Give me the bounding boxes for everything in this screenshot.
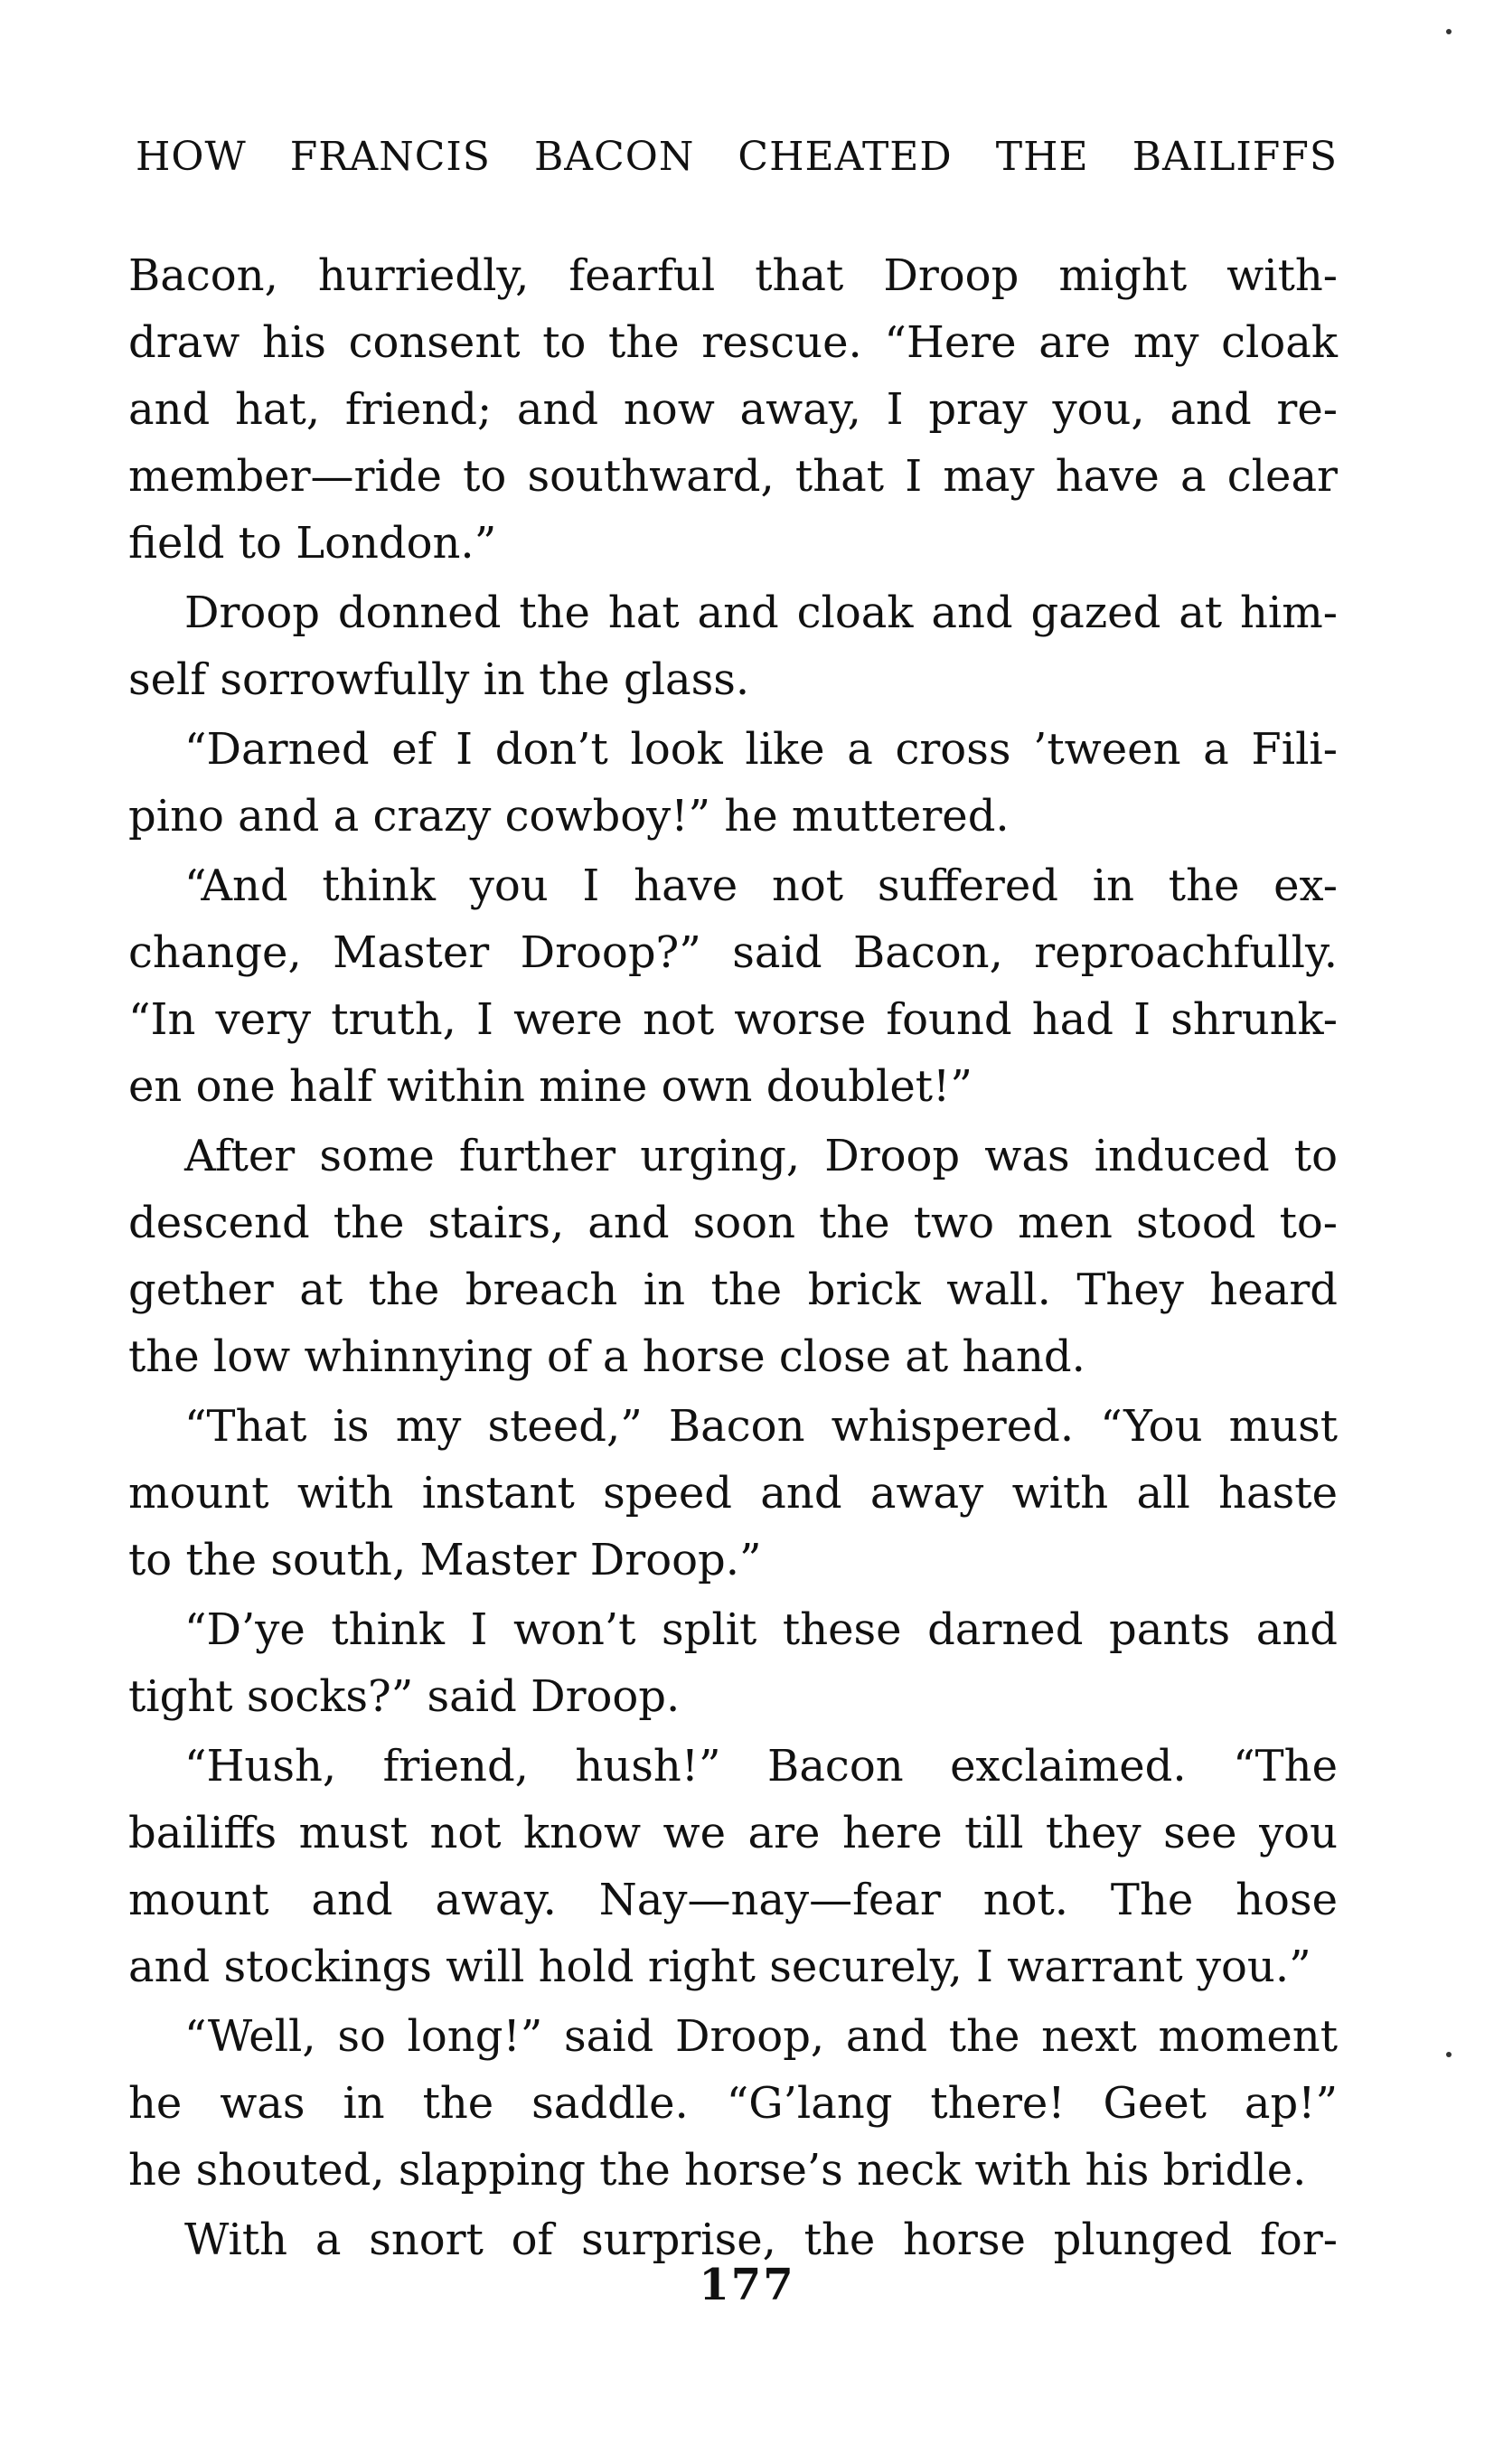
text-line: “That is my steed,” Bacon whispered. “You must [184,1401,1338,1452]
text-line: “And think you I have not suffered in the ex- [184,861,1338,911]
text-line: Bacon, hurriedly, fearful that Droop might with- [128,250,1338,301]
text-line: he was in the saddle. “G’lang there! Geet ap!” [128,2078,1338,2129]
body-text [128,242,1338,2276]
text-line: “D’ye think I won’t split these darned pants and [184,1604,1338,1655]
text-line: member—ride to southward, that I may have a clear [128,451,1338,502]
paragraph [128,2003,1338,2204]
paragraph [128,716,1338,850]
paragraph [128,1596,1338,1730]
paragraph [128,1733,1338,2000]
text-line: “In very truth, I were not worse found had I shrunk- [128,994,1338,1045]
text-line: to the south, Master Droop.” [128,1535,762,1585]
text-line: pino and a crazy cowboy!” he muttered. [128,791,1010,842]
running-head: HOW FRANCIS BACON CHEATED THE BAILIFFS [136,134,1338,180]
text-line: After some further urging, Droop was induced to [184,1131,1338,1181]
text-line: With a snort of surprise, the horse plunged for- [184,2215,1338,2265]
text-line: Droop donned the hat and cloak and gazed at him- [184,588,1338,638]
text-line: change, Master Droop?” said Bacon, reproachfully. [128,927,1338,978]
text-line: bailiffs must not know we are here till they see you [128,1808,1338,1858]
paragraph [128,242,1338,577]
text-line: he shouted, slapping the horse’s neck with his bridle. [128,2145,1307,2196]
text-line: “Darned ef I don’t look like a cross ’tween a Fili- [184,724,1338,775]
text-line: self sorrowfully in the glass. [128,654,750,705]
text-line: mount with instant speed and away with all haste [128,1468,1338,1519]
text-line: and stockings will hold right securely, I warrant you.” [128,1942,1311,1992]
text-line: the low whinnying of a horse close at hand. [128,1331,1085,1382]
text-line: “Hush, friend, hush!” Bacon exclaimed. “The [184,1741,1338,1792]
text-line: “Well, so long!” said Droop, and the next moment [184,2011,1338,2062]
text-line: gether at the breach in the brick wall. They heard [128,1265,1338,1315]
text-line: mount and away. Nay—nay—fear not. The hose [128,1875,1338,1925]
text-line: descend the stairs, and soon the two men stood to- [128,1198,1338,1248]
text-line: and hat, friend; and now away, I pray you, and re- [128,384,1338,435]
paragraph [128,1123,1338,1390]
text-line: tight socks?” said Droop. [128,1671,681,1722]
text-line: draw his consent to the rescue. “Here are my cloak [128,317,1338,368]
paragraph [128,1393,1338,1594]
paragraph [128,852,1338,1120]
text-line: field to London.” [128,518,497,569]
print-speck [1446,2052,1452,2057]
page-number: 177 [699,2260,795,2310]
paragraph [128,579,1338,713]
text-line: en one half within mine own doublet!” [128,1061,973,1112]
print-speck [1446,29,1452,34]
